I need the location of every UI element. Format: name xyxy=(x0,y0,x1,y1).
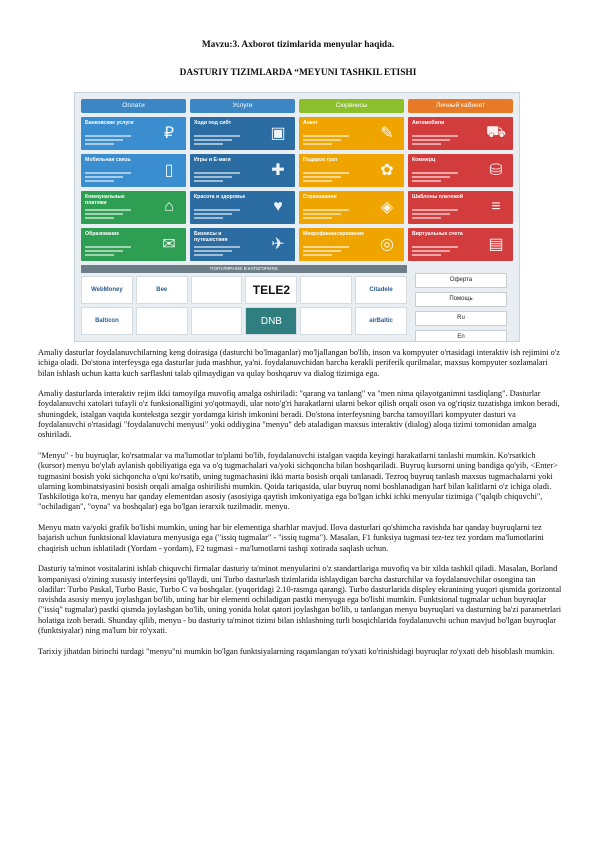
category-tile-label: Шаблоны платежей xyxy=(412,194,463,200)
category-tile-label: Страхования xyxy=(303,194,337,200)
category-tile-sublinks xyxy=(412,244,470,258)
category-tile-label: Автомобили xyxy=(412,120,445,126)
partner-logo[interactable] xyxy=(191,276,243,304)
category-tile-label: Подарок трат xyxy=(303,157,338,163)
category-tile-label: Мобильная связь xyxy=(85,157,131,163)
wallet-icon: ▤ xyxy=(488,236,504,253)
category-tile-sublinks xyxy=(303,207,361,221)
box-icon: ▣ xyxy=(270,125,286,142)
side-button[interactable]: Оферта xyxy=(415,273,507,288)
category-tile[interactable] xyxy=(299,154,404,187)
menu-tab[interactable]: Оплати xyxy=(81,99,186,113)
top-menu-tabs xyxy=(81,99,513,113)
category-tile-label: Банковские услуги xyxy=(85,120,134,126)
document-body xyxy=(38,348,562,667)
partner-logo[interactable] xyxy=(300,307,352,335)
menu-tab[interactable]: Личный кабинет xyxy=(408,99,513,113)
bank-icon: ₽ xyxy=(163,125,175,142)
partner-logo[interactable] xyxy=(300,276,352,304)
category-tile[interactable] xyxy=(190,117,295,150)
category-tile[interactable] xyxy=(81,228,186,261)
partner-logo[interactable] xyxy=(191,307,243,335)
side-button[interactable]: Помощь xyxy=(415,292,507,307)
house-icon: ⌂ xyxy=(164,198,174,215)
partner-logo-grid xyxy=(81,276,407,335)
popular-categories-bar: ПОПУЛЯРНОЕ В КАТЕГОРИЯХ xyxy=(81,265,407,273)
category-tile[interactable] xyxy=(299,191,404,224)
category-tile[interactable] xyxy=(408,117,513,150)
category-tile-sublinks xyxy=(303,170,361,184)
side-button[interactable]: En xyxy=(415,330,507,342)
partner-logo[interactable] xyxy=(136,307,188,335)
education-icon: ✉ xyxy=(162,236,176,253)
body-paragraph: "Menyu" - bu buyruqlar, ko'rsatmalar va ma'lumotlar to'plami bo'lib, foydalanuvchi istalgan vaqtda keyingi harakatlarni tanlashi mumkin. Ko'rsatkich (kursor) menyu bo'ylab aylanish qobiliyatiga ega va o'q tugmachalari va/yoki sichqoncha bilan boshqariladi. Buyruq kursorni uning bandiga qo'yib, <Enter> tugmasini bosish yoki sichqoncha o'qni ko'rsatib, uning tugmachasini ikki marta bosish orqali tanlanadi. Tezroq buyruq tanlash maxsus tugmachalarni yoki ularning kombinatsiyasini bosish orqali amalga oshirilishi mumkin. Qoida tariqasida, ular buyruq nomi boshlanadigan harf bilan kalitlarni o'z ichiga oladi. Tashkilotiga ko'ra, menyu har qanday elementdan asosiy (asosiyiga qaytish imkoniyatiga ega bo'lgan ichki ichki menyular tizimiga ("qalqib chiquvchi", "ochiladigan", "oyna" va boshqalar) ega bo'lgan ierarxik tuzilmadir. menyu. xyxy=(38,450,558,512)
heart-icon: ♥ xyxy=(273,198,283,215)
side-button[interactable]: Ru xyxy=(415,311,507,326)
cart-icon: ⛁ xyxy=(489,162,503,179)
category-tile-label: Бизнесы и путешествия xyxy=(194,231,228,243)
partner-logo[interactable]: TELE2 xyxy=(245,276,297,304)
category-tile-sublinks xyxy=(412,207,470,221)
gift-icon: ✿ xyxy=(380,162,394,179)
category-tile[interactable] xyxy=(299,117,404,150)
category-tile[interactable] xyxy=(408,191,513,224)
side-button-column xyxy=(415,273,507,342)
shield-icon: ◈ xyxy=(380,199,394,216)
category-tile[interactable] xyxy=(190,228,295,261)
body-paragraph: Amaliy dasturlarda interaktiv rejim ikki tamoyilga muvofiq amalga oshiriladi: "qarang va tanlang" va "men nima qilayotganimni tasdiqlang". Dasturlar foydalanuvchi xatolari tufayli o'z funksionalligini yo'qotmaydi, ular noto'g'ri harakatlarni ularni bekor qilish orqali oson va og'riqsiz tuzatishga imkon beradi, shuningdek, istalgan vaqtda kontekstga sezgir yordamga kirish imkonini beradi. Do'stona interfeysning barcha tamoyillari kompyuter dasturi va foydalanuvchi o'rtasidagi "foydalanuvchi menyusi" yoki oddiygina "menyu" deb ataladigan maxsus interaktiv (dialog) aloqa tizimi tomonidan amalga oshiriladi. xyxy=(38,389,560,440)
category-tile-label: Коммерц xyxy=(412,157,436,163)
category-tile-label: Игры и E-маги xyxy=(194,157,231,163)
category-tile[interactable] xyxy=(408,154,513,187)
category-tile-sublinks xyxy=(194,244,252,258)
menu-tab[interactable]: Сюрвиисы xyxy=(299,99,404,113)
game-icon: ✚ xyxy=(271,162,285,179)
category-tile-sublinks xyxy=(194,133,252,147)
category-tile[interactable] xyxy=(408,228,513,261)
partner-logo[interactable]: Citadele xyxy=(355,276,407,304)
partner-logo[interactable]: airBaltic xyxy=(355,307,407,335)
body-paragraph: Amaliy dasturlar foydalanuvchilarning keng doirasiga (dasturchi bo'lmaganlar) mo'ljallangan bo'lib, inson va kompyuter o'rtasidagi interaktiv ish rejimini o'z ichiga oladi. Do'stona interfeysga ega dasturlar juda mashhur, ya'ni. foydalanuvchidan barcha kerakli periferik qurilmalar, maxsus kompyuter sozlamalari bilan ishlash uchun katta kuch sarflashni talab qilmaydigan va qulay boshqaruv va dialog tizimiga ega. xyxy=(38,348,560,378)
car-icon: ⛟ xyxy=(485,124,507,141)
category-tile-label: Микрофинансирование xyxy=(303,231,364,237)
body-paragraph: Tarixiy jihatdan birinchi turdagi "menyu"ni mumkin bo'lgan funktsiyalarning raqamlangan ro'yxati ko'rinishidagi buyruqlar ro'yxati deb hisoblash mumkin. xyxy=(38,646,555,656)
document-title: Mavzu:3. Axborot tizimlarida menyular haqida. xyxy=(201,40,395,50)
category-tile[interactable] xyxy=(299,228,404,261)
category-tile-sublinks xyxy=(85,207,143,221)
category-tile-sublinks xyxy=(85,170,143,184)
category-tile[interactable] xyxy=(81,117,186,150)
category-tile-label: Коммунальные платежи xyxy=(85,194,125,206)
partner-logo[interactable]: Balticon xyxy=(81,307,133,335)
category-tile-grid xyxy=(81,117,513,261)
category-tile-label: Образование xyxy=(85,231,120,237)
category-tile-sublinks xyxy=(303,133,361,147)
category-tile-label: Красота и здоровье xyxy=(194,194,246,200)
category-tile-sublinks xyxy=(194,207,252,221)
category-tile-label: Ходи под сибт xyxy=(194,120,232,126)
category-tile-label: Виртуальные счета xyxy=(412,231,463,237)
category-tile-sublinks xyxy=(85,244,143,258)
category-tile-sublinks xyxy=(412,133,470,147)
coins-icon: ◎ xyxy=(380,236,394,253)
category-tile-sublinks xyxy=(194,170,252,184)
category-tile-sublinks xyxy=(85,133,143,147)
category-tile[interactable] xyxy=(81,154,186,187)
phone-icon: ▯ xyxy=(164,162,174,179)
category-tile[interactable] xyxy=(190,191,295,224)
menu-tab[interactable]: Услуги xyxy=(190,99,295,113)
category-tile-sublinks xyxy=(412,170,470,184)
category-tile-sublinks xyxy=(303,244,361,258)
menu-screenshot-figure xyxy=(74,92,520,342)
document-subtitle: DASTURIY TIZIMLARDA “MEYUNI TASHKIL ETISHI xyxy=(179,68,417,78)
category-tile[interactable] xyxy=(190,154,295,187)
form-icon: ✎ xyxy=(380,125,394,142)
plane-icon: ✈ xyxy=(271,236,285,253)
category-tile-label: Анкет xyxy=(303,120,318,126)
template-icon: ≡ xyxy=(491,198,501,215)
partner-logo[interactable]: DNB xyxy=(245,307,297,335)
partner-logo[interactable]: Bee xyxy=(136,276,188,304)
partner-logo[interactable]: WebMoney xyxy=(81,276,133,304)
category-tile[interactable] xyxy=(81,191,186,224)
body-paragraph: Menyu matn va/yoki grafik bo'lishi mumkin, uning har bir elementiga sharhlar mavjud. Ilova dasturlari qo'shimcha ravishda har qanday buyruqlarni tez bajarish uchun funktsional klaviatura menyusiga ega ("issiq tugmalar" - "issiq tugma"). Masalan, F1 funksiya tugmasi tez-tez tez yordam ma'lumotlarini chaqirish uchun ishlatiladi (Yordam - yordam), F2 tugmasi - ma'lumotlarni tashqi xotirada saqlash uchun. xyxy=(38,523,544,553)
body-paragraph: Dasturiy ta'minot vositalarini ishlab chiquvchi firmalar dasturiy ta'minot menyularini o'z standartlariga muvofiq va bir xilda tashkil qiladi. Masalan, Borland kompaniyasi o'zining xususiy interfeysini qo'llaydi, uni Turbo dasturlash tizimlarida ishlaydigan barcha dasturchilar va foydalanuvchilar osongina tan oladilar: Turbo Paskal, Turbo Basic, Turbo C va boshqalar. (yuqoridagi 2.10-rasmga qarang). Turbo dasturlarida displey ekranining yuqori qismida gorizontal ravishda asosiy menyu joylashgan bo'lib, uning har bir elementi ochiladigan pastki menyuga ega bo'lishi mumkin. Funktsional tugmalar uchun buyruqlar ("issiq" tugmalar) pastki qismda joylashgan bo'lib, uning yonida holat qatori joylashgan bo'lib, u tanlangan menyu buyruqlari va dasturning ba'zi parametrlari holatiga izoh beradi. Shunday qilib, menyu - bu dasturiy ta'minot tizimi bilan ishlashning turli bosqichlarida foydalanuvchi uchun mavjud bo'lgan buyruqlar (funktsiyalar) ning ma'lum bir ro'yxati. xyxy=(38,564,562,636)
